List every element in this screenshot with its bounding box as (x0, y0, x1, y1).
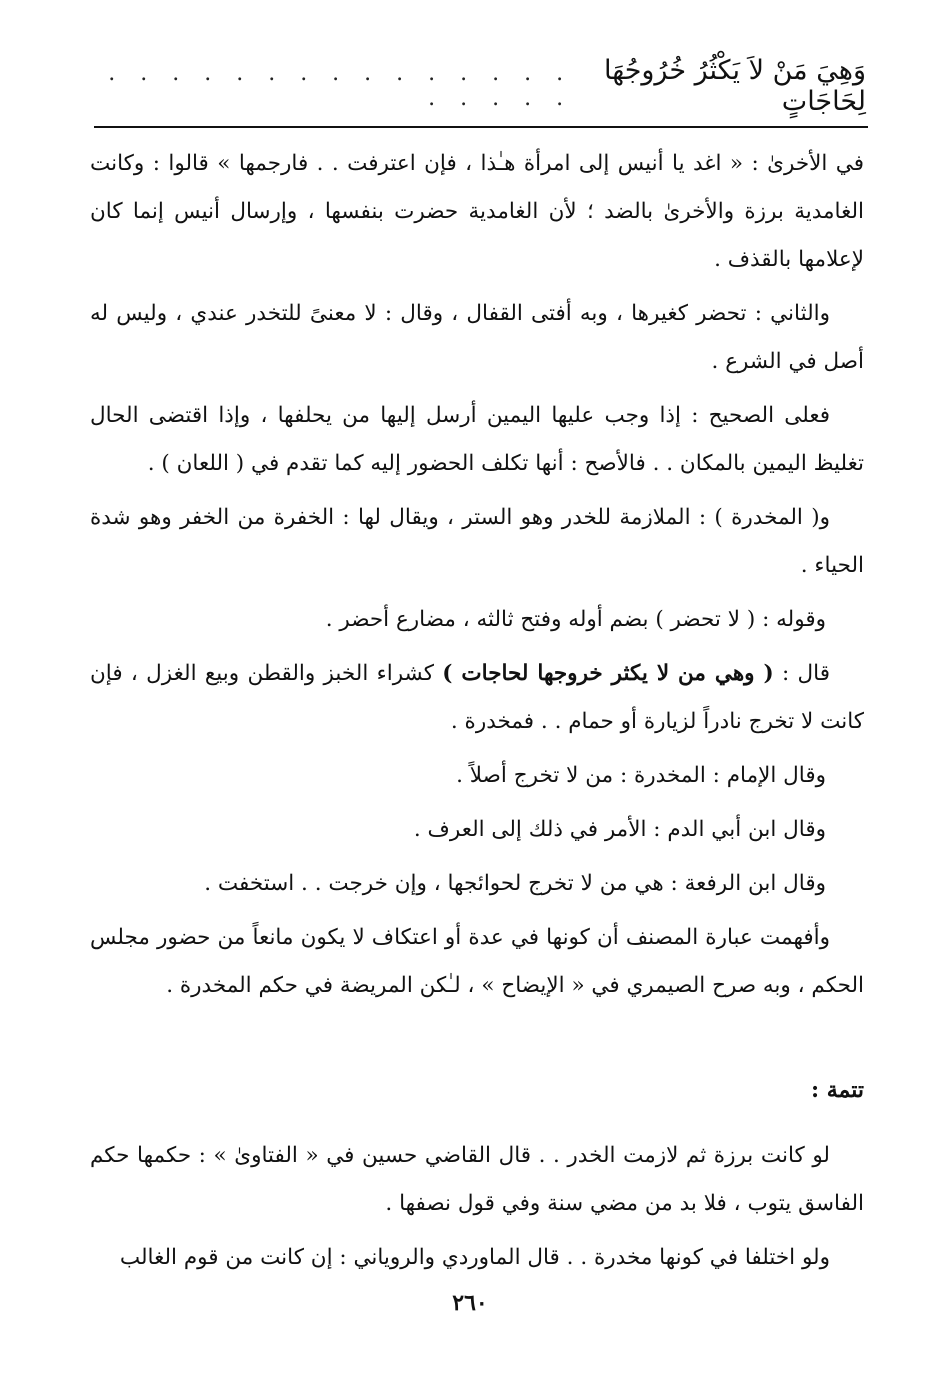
running-header (80, 55, 866, 117)
qal-prefix: قال : (773, 661, 830, 686)
quote-ibn-abi-aldam: وقال ابن أبي الدم : الأمر في ذلك إلى العرف . (413, 817, 826, 842)
paragraph-5: وقوله : ( لا تحضر ) بضم أوله وفتح ثالثه ، مضارع أحضر . (325, 607, 826, 632)
page-number: ٢٦٠ (452, 1290, 488, 1316)
paragraph-qal (90, 650, 864, 746)
paragraph-1: في الأخرىٰ : « اغد يا أنيس إلى امرأة هـٰذا ، فإن اعترفت . . فارجمها » قالوا : وكانت الغامدية برزة والأخرىٰ بالضد ؛ لأن الغامدية حضرت بنفسها ، وإرسال أنيس إنما كان لإعلامها بالقذف . (90, 151, 865, 272)
running-title: وَهِيَ مَنْ لاَ يَكْثُرُ خُرُوجُهَا لِحَاجَاتٍ (604, 55, 866, 117)
qal-bold-quote: ( وهي من لا يكثر خروجها لحاجات ) (442, 661, 774, 686)
quote-ibn-alrifa: وقال ابن الرفعة : هي من لا تخرج لحوائجها ، وإن خرجت . . استخفت . (204, 871, 826, 896)
quote-imam: وقال الإمام : المخدرة : من لا تخرج أصلاً . (456, 763, 826, 788)
book-page (70, 40, 870, 1330)
main-text (90, 140, 864, 1288)
header-dots: . . . . . . . . . . . . . . . . . . . . (108, 61, 573, 111)
section-paragraph-2: ولو اختلفا في كونها مخدرة . . قال الماوردي والروياني : إن كانت من قوم الغالب (119, 1245, 830, 1270)
qal-suffix: كشراء الخبز والقطن وبيع الغزل ، فإن كانت لا تخرج نادراً لزيارة أو حمام . . فمخدرة . (90, 661, 864, 734)
final-paragraph: وأفهمت عبارة المصنف أن كونها في عدة أو اعتكاف لا يكون مانعاً من حضور مجلس الحكم ، وبه صرح الصيمري في « الإيضاح » ، لـٰكن المريضة في حكم المخدرة . (90, 925, 864, 998)
paragraph-2: والثاني : تحضر كغيرها ، وبه أفتى القفال ، وقال : لا معنىً للتخدر عندي ، وليس له أصل في الشرع . (90, 301, 864, 374)
section-heading: تتمة : (810, 1077, 864, 1103)
header-rule (94, 126, 868, 128)
paragraph-3: فعلى الصحيح : إذا وجب عليها اليمين أرسل إليها من يحلفها ، وإذا اقتضى الحال تغليظ اليمين بالمكان . . فالأصح : أنها تكلف الحضور إليه كما تقدم في ( اللعان ) . (90, 403, 864, 476)
section-paragraph-1: لو كانت برزة ثم لازمت الخدر . . قال القاضي حسين في « الفتاوىٰ » : حكمها حكم الفاسق يتوب ، فلا بد من مضي سنة وفي قول نصفها . (90, 1143, 864, 1216)
paragraph-4: و( المخدرة ) : الملازمة للخدر وهو الستر ، ويقال لها : الخفرة من الخفر وهو شدة الحياء . (90, 505, 864, 578)
